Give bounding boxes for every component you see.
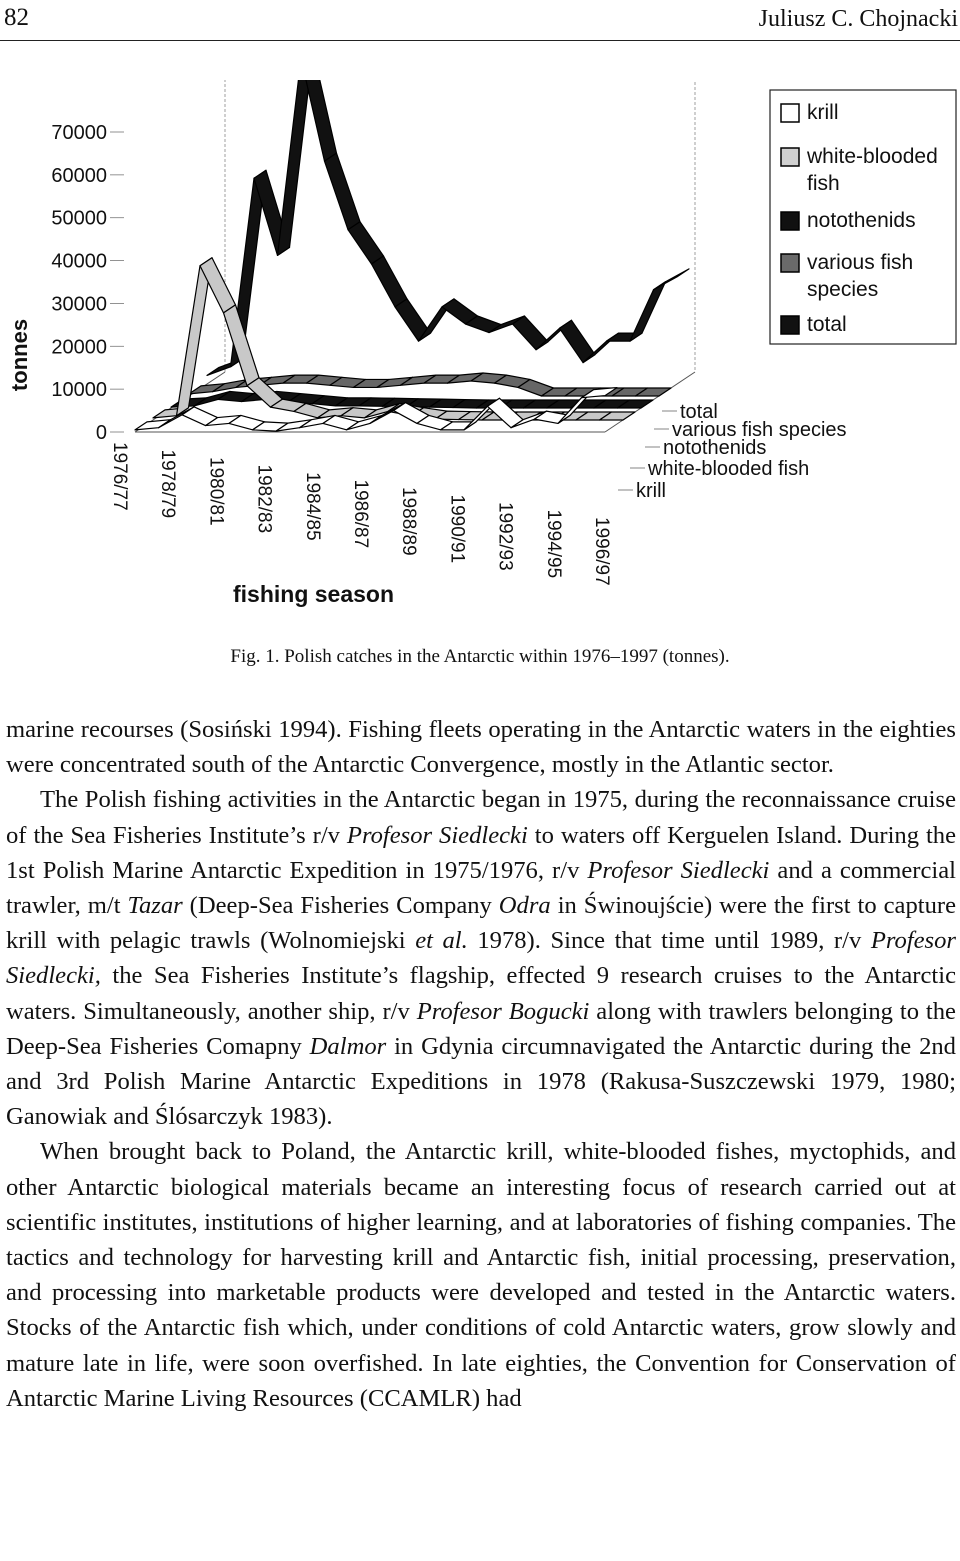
y-tick-label: 10000 (51, 379, 107, 402)
y-tick-label: 40000 (51, 250, 107, 273)
depth-label: krill (636, 480, 666, 502)
legend-swatch (781, 104, 799, 122)
italic-run: Profesor Siedlecki (346, 821, 528, 849)
text-run: the Sea Fisheries Institute’s flagship, effected 9 research cruises to the Antarctic waters. Simultaneously, another ship, r/v (6, 962, 956, 1025)
italic-run: Dalmor (309, 1032, 387, 1060)
y-tick-label: 60000 (51, 164, 107, 187)
ribbon-segment (372, 256, 408, 307)
x-tick-label: 1996/97 (591, 517, 612, 586)
figure-caption: Fig. 1. Polish catches in the Antarctic within 1976–1997 (tonnes). (230, 646, 730, 667)
legend-label: various fish (807, 251, 914, 274)
legend-swatch (781, 212, 799, 230)
x-tick-label: 1980/81 (205, 457, 227, 526)
depth-label: various fish species (672, 419, 847, 441)
header-rule (0, 40, 960, 41)
y-tick-label: 20000 (51, 336, 107, 359)
chart-text (7, 122, 847, 607)
x-tick-label: 1992/93 (494, 502, 516, 571)
legend-label: species (807, 278, 879, 301)
italic-run: Tazar (127, 892, 183, 920)
italic-run: Profesor Siedlecki, (6, 927, 956, 990)
running-header (0, 2, 960, 38)
text-run: to waters off Kerguelen Island. During the 1st Polish Marine Antarctic Expedition in 1975/1976, r/v (6, 821, 957, 884)
series-total (207, 80, 689, 375)
legend-swatch (781, 254, 799, 272)
depth-label: white-blooded fish (648, 458, 810, 480)
paragraph-2 (6, 782, 956, 1134)
legend-swatch (781, 148, 799, 166)
chart-ribbons (135, 80, 689, 431)
ribbon-segment (278, 80, 314, 255)
paragraph-1: marine recourses (Sosiński 1994). Fishing fleets operating in the Antarctic waters in the eighties were concentrated south of the Antarctic Convergence, mostly in the Atlantic sector. (6, 716, 956, 779)
y-axis-title: tonnes (7, 318, 32, 392)
y-tick-label: 50000 (51, 207, 107, 230)
depth-label: notothenids (663, 437, 767, 459)
ribbon-segment (135, 420, 171, 430)
ribbon-segment (630, 282, 666, 341)
italic-run: Profesor Bogucki (416, 997, 590, 1025)
y-tick-label: 30000 (51, 293, 107, 316)
text-run: in Świnoujście) were the first to capture krill with pelagic trawls (Wolnomiejski (6, 892, 956, 955)
x-tick-label: 1982/83 (253, 464, 275, 534)
text-run: along with trawlers belonging to the Deep-Sea Fisheries Comapny (6, 997, 956, 1060)
page-number: 82 (4, 4, 29, 31)
text-run: in Gdynia circumnavigated the Antarctic during the 2nd and 3rd Polish Marine Antarctic Expeditions in 1978 (Rakusa-Suszczewski 1979, 1980; Ganowiak and Ślósarczyk 1983). (6, 1032, 956, 1131)
catch-chart (0, 80, 960, 640)
y-tick-label: 0 (95, 422, 107, 444)
text-run: and a commercial trawler, m/t (6, 856, 956, 920)
ribbon-segment (348, 222, 384, 264)
x-axis-title: fishing season (233, 581, 395, 607)
ribbon-segment (325, 153, 361, 230)
x-tick-label: 1978/79 (157, 449, 179, 519)
x-tick-label: 1988/89 (398, 487, 420, 556)
x-tick-label: 1994/95 (542, 509, 564, 579)
italic-run: Odra (498, 892, 551, 920)
legend-label: white-blooded (807, 145, 938, 168)
x-tick-label: 1976/77 (109, 442, 130, 511)
legend-swatch (781, 316, 799, 334)
y-tick-label: 70000 (51, 122, 107, 144)
legend-label: krill (807, 101, 839, 124)
x-tick-label: 1984/85 (301, 472, 323, 541)
x-tick-label: 1990/91 (446, 494, 468, 564)
italic-run: et al. (415, 927, 468, 955)
legend-label: total (807, 313, 847, 336)
depth-label: total (680, 401, 718, 423)
text-run: The Polish fishing activities in the Antarctic began in 1975, during the reconnaissance cruise of the Sea Fisheries Institute’s r/v (6, 786, 956, 849)
legend-label: notothenids (807, 209, 916, 232)
paragraph-3: When brought back to Poland, the Antarctic krill, white-blooded fishes, myctophids, and other Antarctic biological materials became an interesting focus of research carried out at scientific institutes, institutions of higher learning, and at laboratories of fishing companies. The tactics and technology for harvesting krill and Antarctic fish, initial processing, preservation, and processing into marketable products were developed and tested in the Antarctic waters. Stocks of the Antarctic fish which, under conditions of cold Antarctic waters, grow slowly and mature late in life, were soon overfished. In late eighties, the Convention for Conservation of Antarctic Marine Living Resources (CCAMLR) had (6, 1138, 956, 1412)
italic-run: Profesor Siedlecki (587, 856, 770, 884)
text-run: (Deep-Sea Fisheries Company (182, 892, 499, 920)
body-text (6, 712, 956, 1416)
running-author: Juliusz C. Chojnacki (758, 6, 958, 32)
legend-label: fish (807, 172, 840, 195)
chart-legend (770, 90, 956, 344)
ribbon-segment (654, 269, 690, 290)
text-run: 1978). Since that time until 1989, r/v (467, 927, 871, 955)
x-tick-label: 1986/87 (350, 479, 371, 549)
